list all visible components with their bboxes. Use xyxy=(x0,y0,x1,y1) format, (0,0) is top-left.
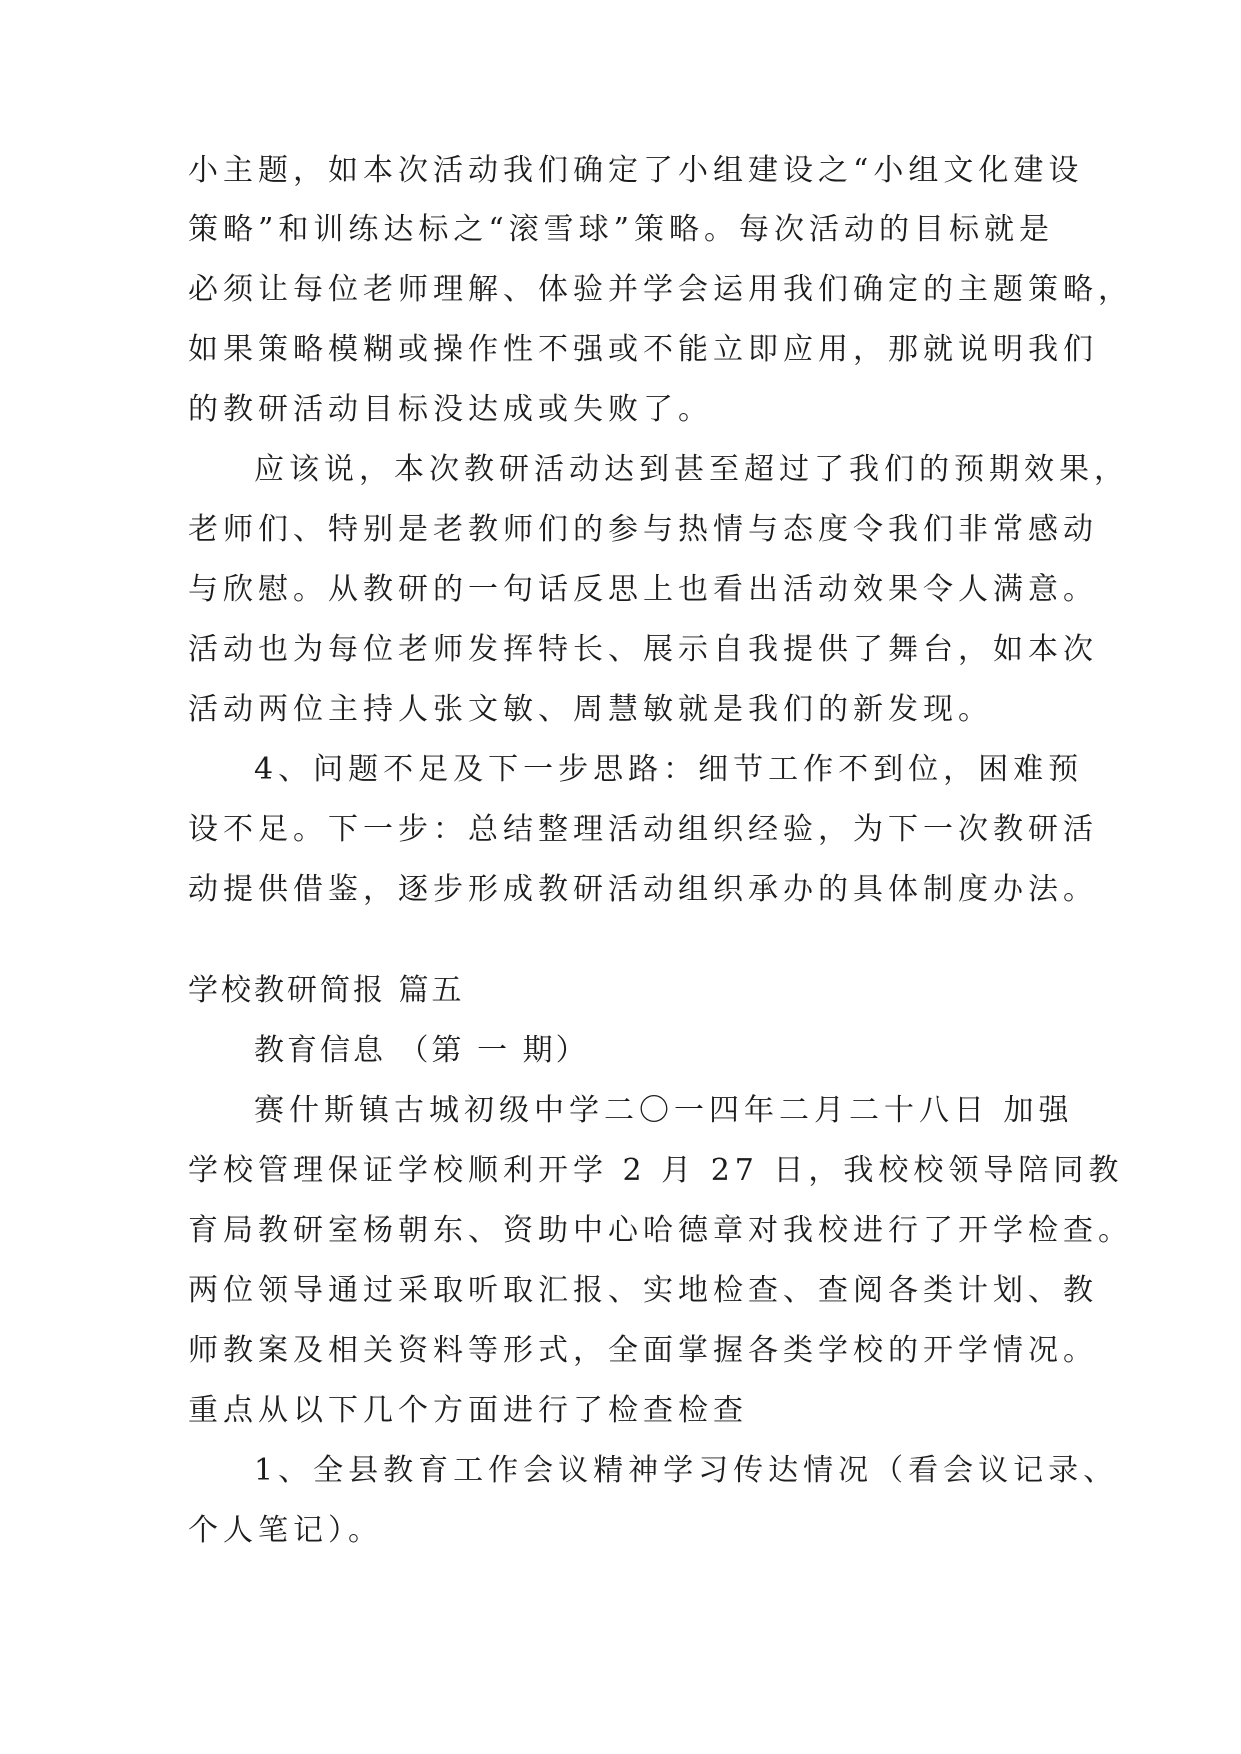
paragraph-line: 策略”和训练达标之“滚雪球”策略。每次活动的目标就是 xyxy=(188,212,1055,247)
paragraph-line: 师教案及相关资料等形式，全面掌握各类学校的开学情况。 xyxy=(188,1333,1098,1368)
paragraph-line: 重点从以下几个方面进行了检查检查 xyxy=(188,1393,748,1428)
paragraph-line: 两位领导通过采取听取汇报、实地检查、查阅各类计划、教 xyxy=(188,1273,1098,1308)
paragraph-line: 活动也为每位老师发挥特长、展示自我提供了舞台，如本次 xyxy=(188,632,1098,667)
paragraph-line: 1、全县教育工作会议精神学习传达情况（看会议记录、 xyxy=(254,1453,1119,1488)
paragraph-line: 赛什斯镇古城初级中学二〇一四年二月二十八日 加强 xyxy=(254,1093,1074,1128)
paragraph-line: 4、问题不足及下一步思路：细节工作不到位，困难预 xyxy=(254,752,1084,787)
paragraph-line: 老师们、特别是老教师们的参与热情与态度令我们非常感动 xyxy=(188,512,1098,547)
newsletter-issue-title: 教育信息 （第 一 期） xyxy=(254,1033,589,1068)
paragraph-line: 活动两位主持人张文敏、周慧敏就是我们的新发现。 xyxy=(188,692,993,727)
paragraph-line: 的教研活动目标没达成或失败了。 xyxy=(188,392,713,427)
paragraph-line: 设不足。下一步：总结整理活动组织经验，为下一次教研活 xyxy=(188,812,1098,847)
paragraph-line: 与欣慰。从教研的一句话反思上也看出活动效果令人满意。 xyxy=(188,572,1098,607)
section-heading: 学校教研简报 篇五 xyxy=(188,973,465,1008)
paragraph-line: 学校管理保证学校顺利开学 2 月 27 日，我校校领导陪同教 xyxy=(188,1153,1124,1188)
paragraph-line: 必须让每位老师理解、体验并学会运用我们确定的主题策略， xyxy=(188,272,1133,307)
paragraph-line: 小主题，如本次活动我们确定了小组建设之“小组文化建设 xyxy=(188,153,1084,188)
paragraph-line: 动提供借鉴，逐步形成教研活动组织承办的具体制度办法。 xyxy=(188,872,1098,907)
paragraph-line: 应该说，本次教研活动达到甚至超过了我们的预期效果， xyxy=(254,452,1129,487)
paragraph-line: 个人笔记）。 xyxy=(188,1513,383,1548)
paragraph-line: 育局教研室杨朝东、资助中心哈德章对我校进行了开学检查。 xyxy=(188,1213,1133,1248)
paragraph-line: 如果策略模糊或操作性不强或不能立即应用，那就说明我们 xyxy=(188,332,1098,367)
